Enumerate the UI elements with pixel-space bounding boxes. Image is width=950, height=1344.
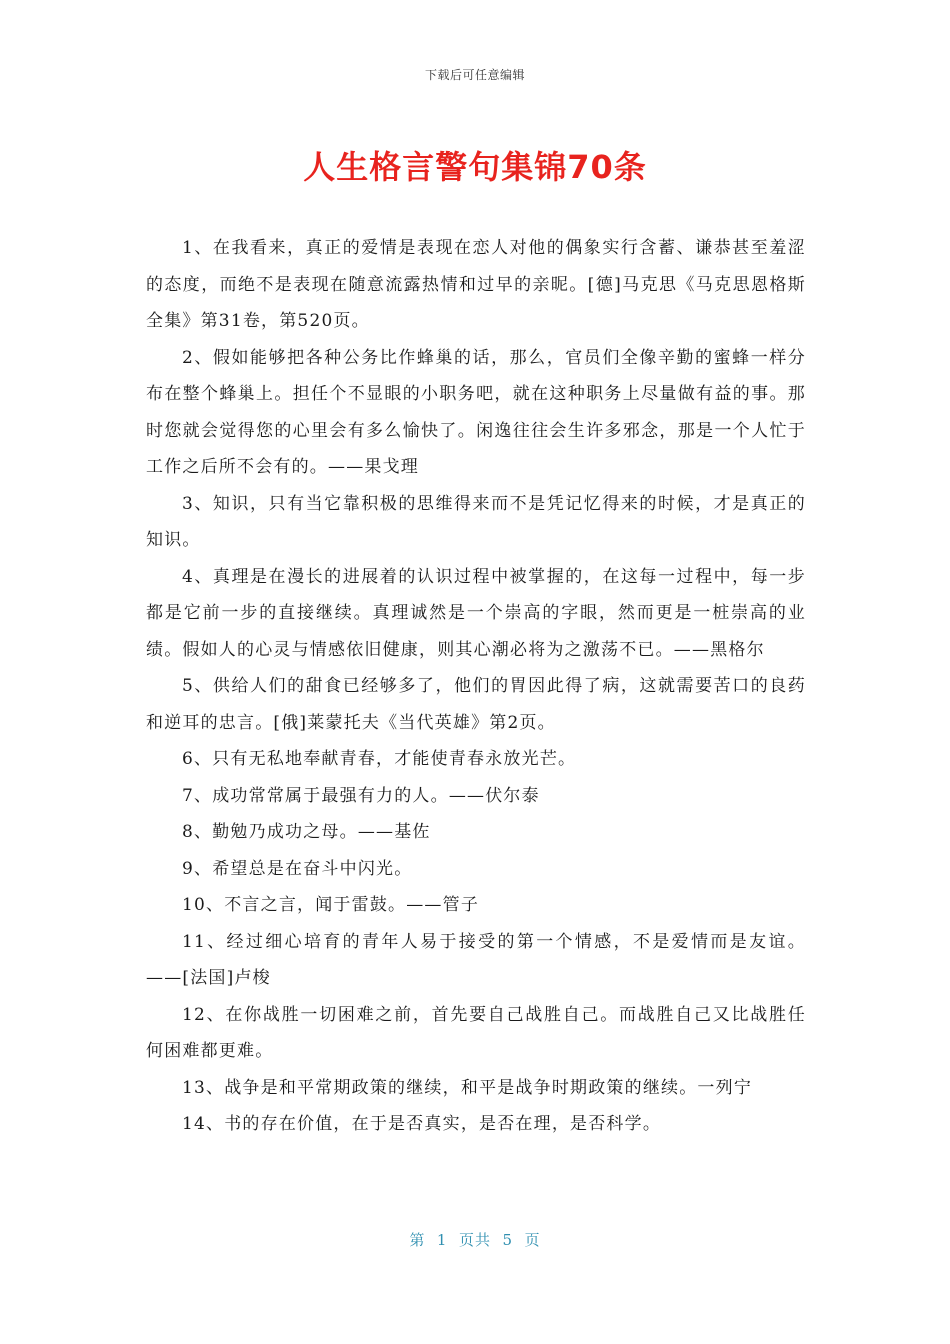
quote-list xyxy=(146,230,806,1143)
quote-paragraph-5: 5、供给人们的甜食已经够多了，他们的胃因此得了病，这就需要苦口的良药和逆耳的忠言。[俄]莱蒙托夫《当代英雄》第2页。 xyxy=(146,676,806,733)
quote-paragraph-6: 6、只有无私地奉献青春，才能使青春永放光芒。 xyxy=(182,749,577,769)
quote-paragraph-14: 14、书的存在价值，在于是否真实，是否在理，是否科学。 xyxy=(182,1114,662,1134)
header-note: 下载后可任意编辑 xyxy=(424,68,525,82)
quote-paragraph-13: 13、战争是和平常期政策的继续，和平是战争时期政策的继续。一列宁 xyxy=(182,1077,753,1098)
page-number-footer: 第 1 页共 5 页 xyxy=(409,1231,541,1249)
quote-paragraph-4: 4、真理是在漫长的进展着的认识过程中被掌握的，在这每一过程中，每一步都是它前一步的直接继续。真理诚然是一个崇高的字眼，然而更是一桩崇高的业绩。假如人的心灵与情感依旧健康，则其心潮必将为之激荡不已。——黑格尔 xyxy=(146,566,806,660)
quote-paragraph-2: 2、假如能够把各种公务比作蜂巢的话，那么，官员们全像辛勤的蜜蜂一样分布在整个蜂巢上。担任个不显眼的小职务吧，就在这种职务上尽量做有益的事。那时您就会觉得您的心里会有多么愉快了。闲逸往往会生许多邪念，那是一个人忙于工作之后所不会有的。——果戈理 xyxy=(146,347,806,477)
quote-paragraph-11: 11、经过细心培育的青年人易于接受的第一个情感，不是爱情而是友谊。——[法国]卢梭 xyxy=(146,931,806,988)
document-title: 人生格言警句集锦70条 xyxy=(303,148,647,186)
quote-paragraph-1: 1、在我看来，真正的爱情是表现在恋人对他的偶象实行含蓄、谦恭甚至羞涩的态度，而绝不是表现在随意流露热情和过早的亲昵。[德]马克思《马克思恩格斯全集》第31卷，第520页。 xyxy=(146,238,806,331)
quote-paragraph-8: 8、勤勉乃成功之母。——基佐 xyxy=(182,822,431,842)
quote-paragraph-12: 12、在你战胜一切困难之前，首先要自己战胜自己。而战胜自己又比战胜任何困难都更难。 xyxy=(146,1004,806,1061)
quote-paragraph-7: 7、成功常常属于最强有力的人。——伏尔泰 xyxy=(182,785,540,806)
quote-paragraph-9: 9、希望总是在奋斗中闪光。 xyxy=(182,858,413,879)
quote-paragraph-10: 10、不言之言，闻于雷鼓。——管子 xyxy=(182,895,480,915)
quote-paragraph-3: 3、知识，只有当它靠积极的思维得来而不是凭记忆得来的时候，才是真正的知识。 xyxy=(146,493,806,550)
